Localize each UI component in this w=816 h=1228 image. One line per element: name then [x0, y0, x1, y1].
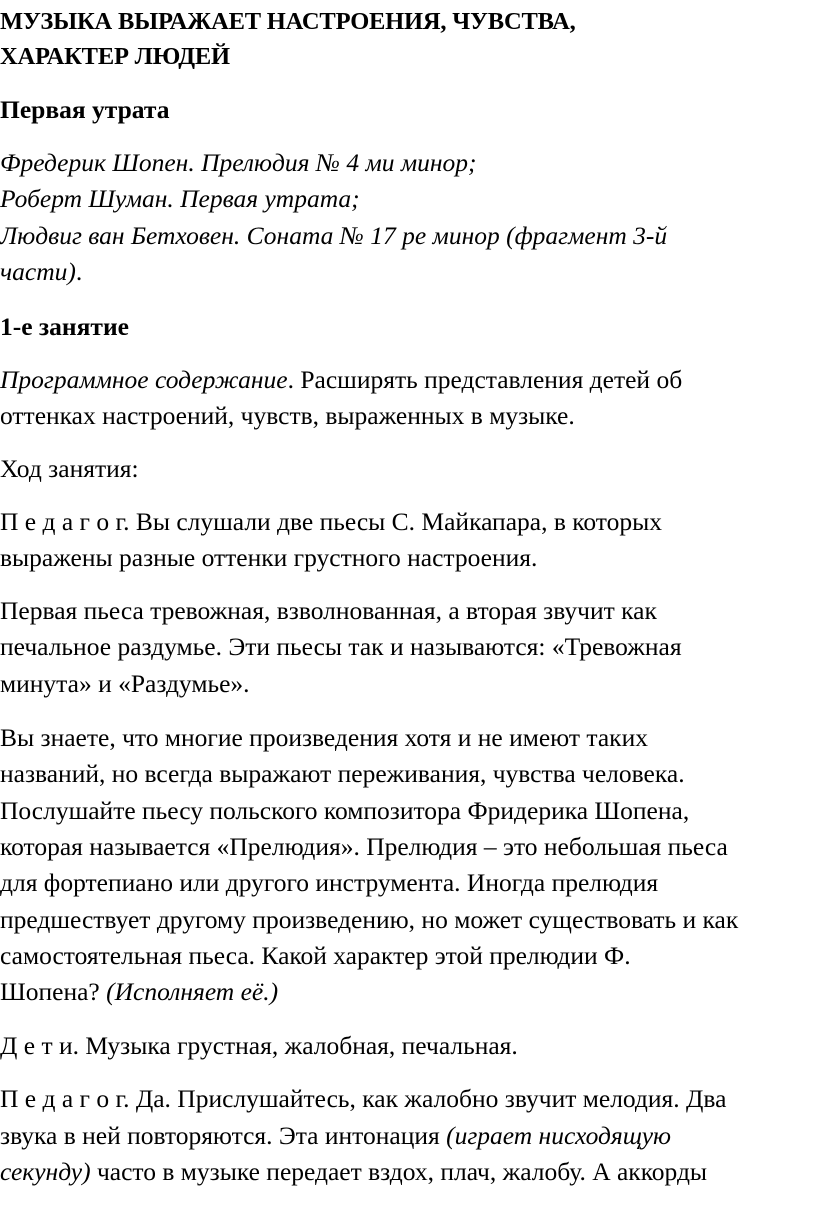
p3-line-2: названий, но всегда выражают переживания, чувства человека. [0, 759, 685, 788]
repertoire-item-3-period: . [75, 257, 83, 286]
p5-stage-direction-2: секунду) [0, 1157, 91, 1186]
children-speaker: Д е т и [0, 1031, 73, 1060]
p3-line-5: для фортепиано или другого инструмента. Иногда прелюдия [0, 868, 659, 897]
p2-line-1: Первая пьеса тревожная, взволнованная, а вторая звучит как [0, 596, 657, 625]
p2-line-2: печальное раздумье. Эти пьесы так и называются: «Тревожная [0, 632, 682, 661]
p5-line-3 [0, 1157, 707, 1187]
p3-line-3: Послушайте пьесу польского композитора Фридерика Шопена, [0, 796, 690, 825]
p3-line-7: самостоятельная пьеса. Какой характер этой прелюдии Ф. [0, 941, 631, 970]
repertoire-item-3-line-2 [0, 257, 82, 287]
program-line-1 [0, 365, 682, 395]
repertoire-item-3-italic: части) [0, 257, 76, 286]
p4-line-1 [0, 1031, 518, 1061]
p3-stage-direction: (Исполняет её.) [106, 977, 279, 1006]
p3-line-8 [0, 977, 278, 1007]
p4-text: . Музыка грустная, жалобная, печальная. [72, 1031, 518, 1060]
p5-text-2: звука в ней повторяются. Эта интонация [0, 1121, 447, 1150]
p3-line-6: предшествует другому произведению, но может существовать и как [0, 905, 739, 934]
repertoire-item-3-line-1: Людвиг ван Бетховен. Соната № 17 ре минор (фрагмент 3-й [0, 221, 668, 250]
program-line-2: оттенках настроений, чувств, выраженных в музыке. [0, 401, 575, 430]
p5-text-1: . Да. Прислушайтесь, как жалобно звучит мелодия. Два [123, 1084, 727, 1113]
p5-line-2 [0, 1121, 671, 1151]
p5-line-1 [0, 1084, 726, 1114]
p5-text-3: часто в музыке передает вздох, плач, жалобу. А аккорды [90, 1157, 708, 1186]
p2-line-3: минута» и «Раздумье». [0, 669, 250, 698]
title-line-1: МУЗЫКА ВЫРАЖАЕТ НАСТРОЕНИЯ, ЧУВСТВА, [0, 8, 576, 35]
program-text-1: . Расширять представления детей об [287, 365, 683, 394]
p3-text-8: Шопена? [0, 977, 107, 1006]
p1-text-1: . Вы слушали две пьесы С. Майкапара, в которых [123, 507, 662, 536]
p1-line-1 [0, 507, 662, 537]
program-label: Программное содержание [0, 365, 288, 394]
teacher-speaker-2: П е д а г о г [0, 1084, 124, 1113]
p3-line-4: которая называется «Прелюдия». Прелюдия – это небольшая пьеса [0, 832, 728, 861]
title-line-2: ХАРАКТЕР ЛЮДЕЙ [0, 43, 230, 70]
p5-stage-direction-1: (играет нисходящую [446, 1121, 671, 1150]
course-label: Ход занятия: [0, 454, 139, 483]
lesson-heading: 1-е занятие [0, 312, 129, 341]
teacher-speaker: П е д а г о г [0, 507, 124, 536]
subtitle: Первая утрата [0, 95, 170, 124]
p3-line-1: Вы знаете, что многие произведения хотя и не имеют таких [0, 723, 648, 752]
p1-line-2: выражены разные оттенки грустного настроения. [0, 543, 538, 572]
repertoire-item-1: Фредерик Шопен. Прелюдия № 4 ми минор; [0, 148, 477, 177]
repertoire-item-2: Роберт Шуман. Первая утрата; [0, 184, 360, 213]
